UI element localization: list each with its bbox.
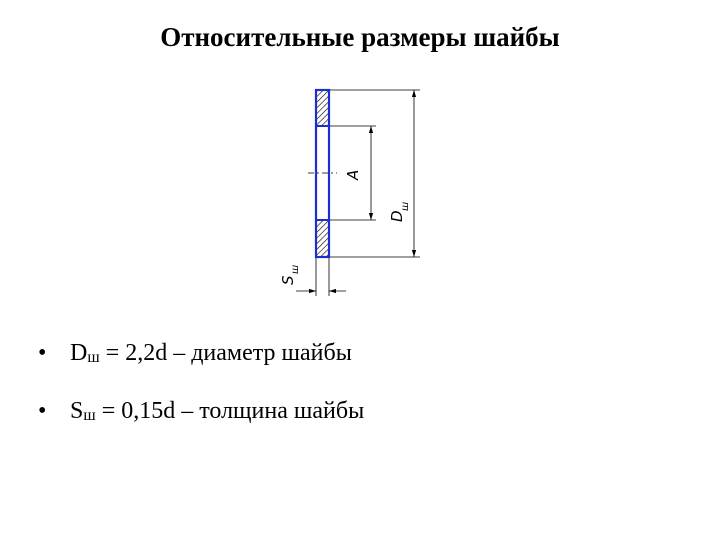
dim-d-label: D	[388, 210, 406, 222]
washer-hatch-bottom	[317, 220, 328, 256]
formula-list	[38, 340, 678, 456]
formula-subscript: ш	[83, 407, 96, 424]
dim-a-label: A	[344, 169, 362, 180]
dimension-d	[388, 90, 414, 257]
dimension-a	[344, 126, 371, 220]
dim-s-subscript: ш	[290, 264, 301, 274]
dimension-s	[279, 265, 346, 291]
formula-subscript: ш	[87, 349, 100, 366]
formula-text: = 0,15d – толщина шайбы	[95, 398, 365, 424]
list-item	[38, 398, 678, 428]
formula-text: = 2,2d – диаметр шайбы	[99, 340, 352, 366]
formula-symbol: S	[70, 398, 84, 424]
bullet-marker: •	[38, 340, 47, 366]
washer-section	[308, 90, 337, 257]
dim-s-label: S	[279, 275, 297, 285]
dim-d-subscript: ш	[400, 201, 411, 211]
formula-symbol: D	[70, 340, 88, 366]
list-item	[38, 340, 678, 370]
extension-lines	[316, 90, 420, 296]
bullet-marker: •	[38, 398, 47, 424]
washer-hatch-top	[317, 91, 328, 126]
slide-title: Относительные размеры шайбы	[160, 22, 560, 52]
